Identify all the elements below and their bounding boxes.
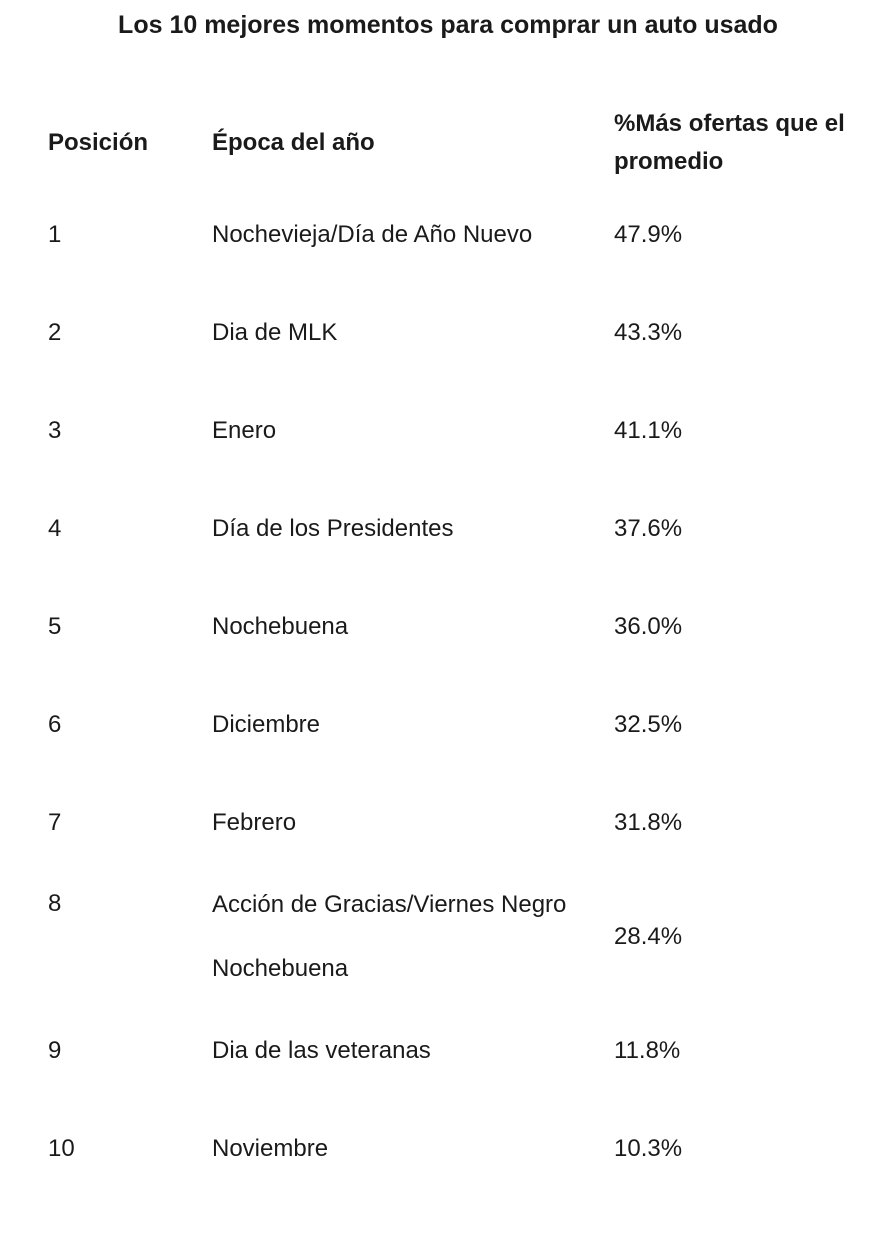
ranking-table (48, 100, 848, 1198)
row-position: 3 (48, 417, 62, 444)
row-percent: 37.6% (614, 515, 683, 542)
row-period: Nochebuena (212, 613, 349, 640)
row-period: Día de los Presidentes (212, 515, 454, 542)
row-percent: 43.3% (614, 319, 683, 346)
row-position: 4 (48, 515, 62, 542)
row-percent: 10.3% (614, 1135, 683, 1162)
table-row (48, 578, 848, 676)
row-position: 9 (48, 1037, 62, 1064)
row-position: 8 (48, 890, 62, 917)
row-percent: 32.5% (614, 711, 683, 738)
page-title: Los 10 mejores momentos para comprar un auto usado (118, 11, 778, 39)
header-row (48, 100, 848, 186)
row-percent: 41.1% (614, 417, 683, 444)
row-position: 5 (48, 613, 62, 640)
row-percent: 31.8% (614, 809, 683, 836)
row-percent: 11.8% (614, 1037, 681, 1064)
table-row (48, 284, 848, 382)
row-position: 10 (48, 1135, 75, 1162)
table-row (48, 382, 848, 480)
row-position: 6 (48, 711, 62, 738)
table-row (48, 676, 848, 774)
row-period: Diciembre (212, 711, 321, 738)
table-row (48, 1100, 848, 1198)
row-period: Enero (212, 417, 277, 444)
table-header (48, 100, 848, 186)
row-period: Dia de las veteranas (212, 1037, 431, 1064)
row-percent: 47.9% (614, 221, 683, 248)
row-period: Febrero (212, 809, 297, 836)
table-row (48, 774, 848, 872)
table-row (48, 480, 848, 578)
row-period: Dia de MLK (212, 319, 338, 346)
row-period: Noviembre (212, 1135, 329, 1162)
row-position: 1 (48, 221, 62, 248)
header-period: Época del año (212, 129, 375, 156)
row-period: Acción de Gracias/Viernes Negro Nochebuena (212, 891, 567, 982)
table-row (48, 1002, 848, 1100)
header-position: Posición (48, 129, 149, 156)
header-percent: %Más ofertas que el promedio (614, 110, 845, 175)
table-row (48, 186, 848, 284)
table-body (48, 186, 848, 1198)
row-position: 2 (48, 319, 62, 346)
row-period: Nochevieja/Día de Año Nuevo (212, 221, 533, 248)
row-percent: 36.0% (614, 613, 683, 640)
row-percent: 28.4% (614, 923, 683, 950)
table-row (48, 872, 848, 1002)
row-position: 7 (48, 809, 62, 836)
